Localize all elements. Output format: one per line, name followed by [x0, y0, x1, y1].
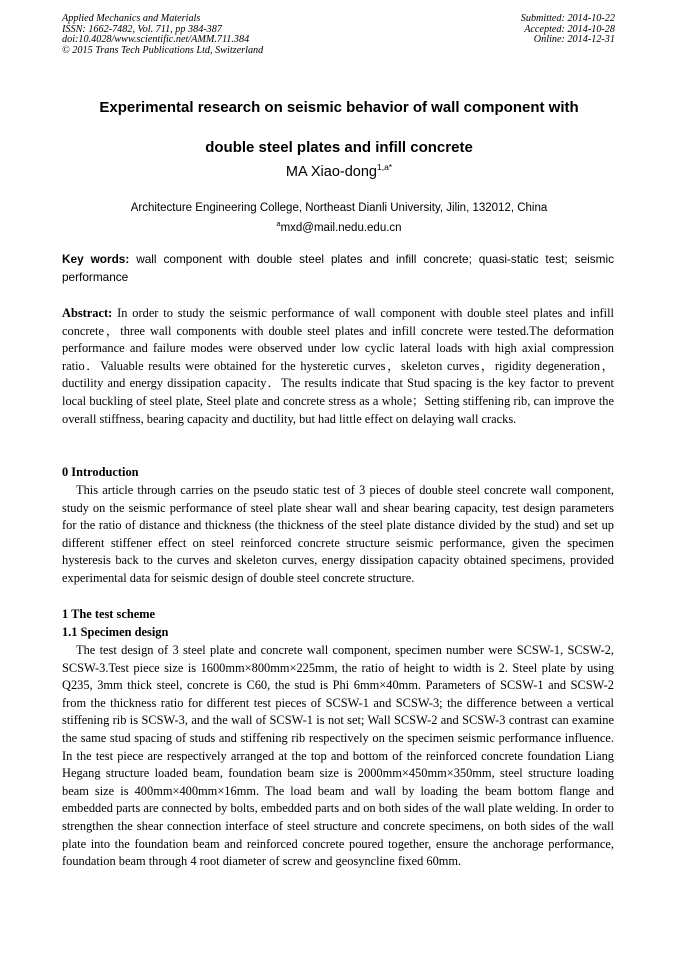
abstract	[62, 305, 614, 428]
journal-info	[62, 14, 263, 56]
affiliation-line: Architecture Engineering College, Northeast Dianli University, Jilin, 132012, China	[130, 202, 548, 214]
section-heading-specimen-design: 1.1 Specimen design	[62, 625, 169, 639]
date-submitted: Submitted: 2014-10-22	[520, 13, 615, 24]
abstract-text: In order to study the seismic performance of wall component with double steel plates and infill concrete，three wall components with double steel plates and infill concrete were tested.The deformation performance and failure modes were observed under low cyclic lateral loads with high axial compression ratio．Valuable results were obtained for the hysteretic curves，skeleton curves，rigidity degeneration，ductility and energy dissipation capacity．The results indicate that Stud spacing is the key factor to prevent local buckling of steel plate, Steel plate and concrete stress as a whole；Setting stiffening rib, can improve the overall stiffness, bearing capacity and ductility, but had little effect on delaying wall cracks.	[62, 306, 614, 426]
title-line-1: Experimental research on seismic behavior of wall component with	[99, 99, 579, 116]
specimen-design-paragraph: The test design of 3 steel plate and concrete wall component, specimen number were SCSW-1, SCSW-2, SCSW-3.Test piece size is 1600mm×800mm×225mm, the ratio of height to width is 2. Steel plate by using Q235, 3mm thick steel, concrete is C60, the stud is Phi 6mm×40mm. Parameters of SCSW-1 and SCSW-2 from the thickness ratio for different test pieces of SCSW-1 and SCSW-3; the difference between a vertical stiffening rib is SCSW-3, and the wall of SCSW-1 is not set; Wall SCSW-2 and SCSW-3 contrast can examine the same stud spacing of studs and stiffening rib respectively on the specimen seismic performance influence. In the test piece are respectively arranged at the top and bottom of the reinforced concrete foundation Liang Hegang structure loaded beam, foundation beam size is 2000mm×450mm×350mm, steel structure loading beam size is 400mm×400mm×16mm. The load beam and wall by loading the beam bottom flange and embedded parts are connected by bolts, embedded parts and on both sides of the wall plate welding. In order to strengthen the shear connection interface of steel structure and concrete specimens, on both sides of the wall plate into the foundation beam and reinforced concrete poured together, ensure the anchorage performance, foundation beam through 4 root diameter of screw and geosyncline fixed 60mm.	[62, 643, 614, 869]
author-email-line	[0, 216, 678, 236]
keywords-text: wall component with double steel plates and infill concrete; quasi-static test; seismic performance	[62, 252, 614, 284]
author-superscript: 1,a*	[376, 162, 393, 172]
author-name: MA Xiao-dong	[285, 164, 377, 180]
paper-title	[40, 88, 638, 168]
journal-copyright: © 2015 Trans Tech Publications Ltd, Switzerland	[62, 44, 264, 56]
email-superscript: a	[276, 219, 281, 228]
journal-issn: ISSN: 1662-7482, Vol. 711, pp 384-387	[62, 23, 222, 35]
submission-dates	[521, 14, 615, 46]
section-heading-introduction: 0 Introduction	[62, 465, 139, 479]
keywords-label: Key words:	[62, 252, 130, 266]
section-heading-test-scheme: 1 The test scheme	[62, 607, 156, 621]
date-online: Online: 2014-12-31	[533, 34, 615, 46]
author	[0, 162, 678, 180]
journal-doi: doi:10.4028/www.scientific.net/AMM.711.384	[62, 34, 250, 46]
journal-name: Applied Mechanics and Materials	[62, 13, 201, 24]
introduction-paragraph: This article through carries on the pseudo static test of 3 pieces of double steel concrete wall component, study on the seismic performance of steel plate shear wall and shear bearing capacity, test design parameters for the ratio of distance and thickness (the thickness of the steel plate distance divided by the stud) and set up different stiffener effect on steel reinforced concrete structure seismic performance, given the specimen hysteresis back to the curves and skeleton curves, energy dissipation capacity obtained specimens, provided experimental data for seismic design of double steel concrete structure.	[62, 483, 614, 585]
keywords	[62, 250, 614, 286]
abstract-label: Abstract:	[62, 306, 113, 320]
affiliation	[0, 200, 678, 236]
author-email: mxd@mail.nedu.edu.cn	[280, 222, 402, 234]
date-accepted: Accepted: 2014-10-28	[524, 23, 615, 35]
title-line-2: double steel plates and infill concrete	[205, 139, 473, 156]
